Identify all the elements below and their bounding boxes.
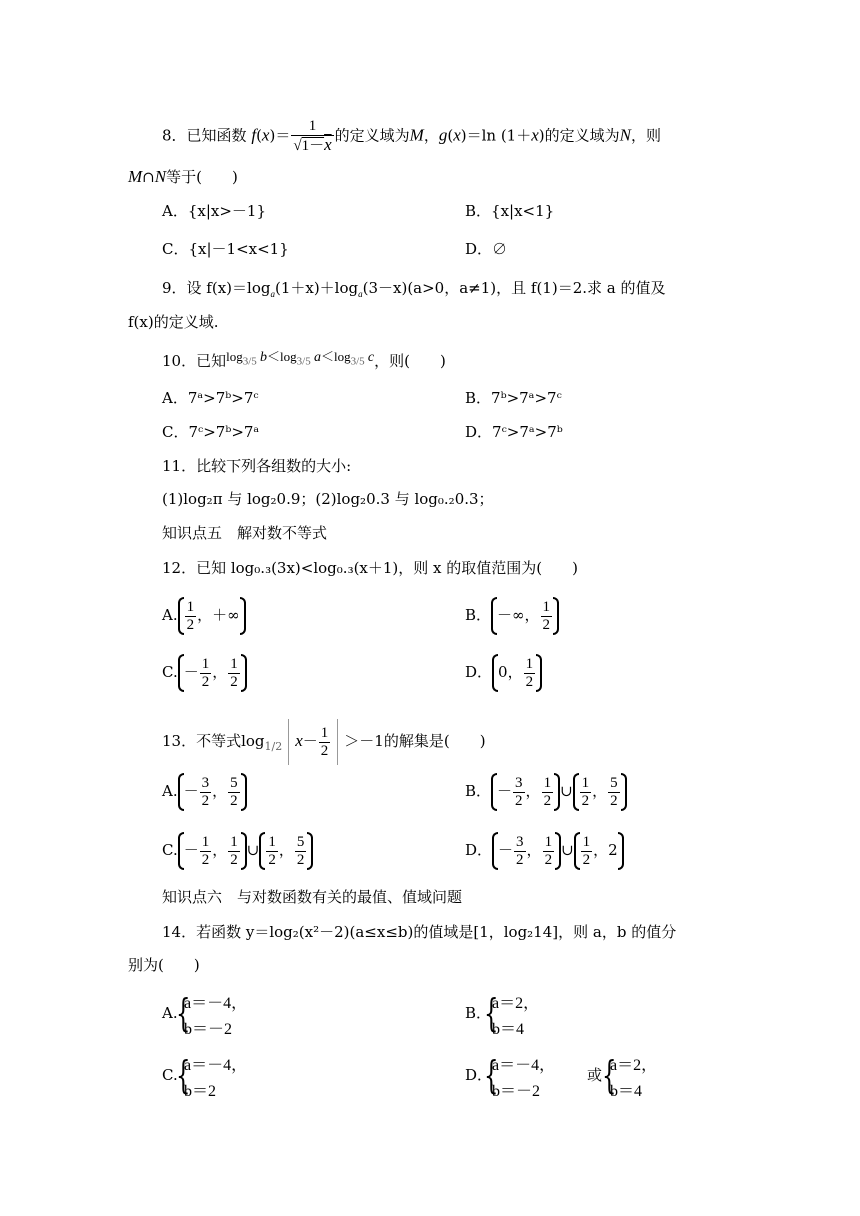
q11-line2: (1)log₂π 与 log₂0.9；(2)log₂0.3 与 log₀.₂0.3；: [162, 490, 494, 508]
q14-line1: 14．若函数 y＝log₂(x²－2)(a≤x≤b)的值域是[1，log₂14]，则 a，b 的值分: [162, 923, 677, 941]
option-label: C.: [162, 663, 178, 681]
q10-suffix: ，则( ): [374, 352, 446, 370]
q13-option-d: D． － $\frac{3}{2}$ ， $\frac{1}{2}$ ∪ $\frac{1}{2}$ ，2: [465, 828, 624, 872]
q13-prefix: 13．不等式log: [162, 732, 265, 750]
system-row: a＝2，: [492, 995, 540, 1012]
q14-label-b: B．: [465, 1004, 492, 1022]
q13-line1: 13．不等式$\log_{1/2} x-$ $\frac{1}{2}$ ＞－1的解集是( ): [162, 717, 486, 765]
q14-label-d: D．: [465, 1066, 493, 1084]
q14-label-a: A.: [162, 1004, 178, 1022]
q8-end: ，则: [630, 126, 661, 145]
q10-line1: 10．已知$\log_{3/5} b<\log_{3/5}$ $a<\log_{3/5}$ c，则( ): [162, 349, 446, 370]
q11-line1: 11．比较下列各组数的大小:: [162, 457, 352, 475]
q10-option-c: C．7ᶜ>7ᵇ>7ᵃ: [162, 423, 260, 441]
option-label: C.: [162, 841, 178, 859]
q8-option-c: C．{x|－1<x<1}: [162, 240, 289, 258]
q12-option-d: D． 0， $\frac{1}{2}$: [465, 652, 542, 692]
option-label: A.: [162, 606, 178, 624]
q9-line1: 9．设 $f(x)=\log_a(1+x)+\log_a(3-x)(a>0$，a≠1)，且 f(1)＝2.求 a 的值及: [162, 279, 666, 299]
q9-part1: 9．设 f(x)＝log: [162, 279, 271, 297]
q8-option-b: B．{x|x<1}: [465, 202, 555, 220]
q8-line1: 8．已知函数 f(x)＝ $\frac{1}{√1-x}$ 的定义域为M，g(x)＝ln (1＋x)的定义域为N，则: [162, 118, 661, 154]
q9-line2: f(x)的定义域.: [128, 313, 219, 331]
q9-part3: (3－x)(a>0，a≠1)，且 f(1)＝2.求 a 的值及: [362, 279, 666, 297]
section-heading-6: 知识点六 与对数函数有关的最值、值域问题: [162, 888, 463, 906]
system-row: b＝4: [492, 1021, 525, 1038]
q10-prefix: 10．已知: [162, 352, 227, 370]
q14-label-c: C.: [162, 1066, 178, 1084]
q13-option-b: B． － $\frac{3}{2}$ ， $\frac{1}{2}$ ∪ $\frac{1}{2}$ ， $\frac{5}{2}$: [465, 769, 627, 813]
q12-option-a: A. $\frac{1}{2}$ ，＋∞: [162, 595, 246, 635]
q14-line2: 别为( ): [128, 956, 200, 974]
option-label: D．: [465, 663, 493, 681]
q13-option-a: A. － $\frac{3}{2}$ ， $\frac{5}{2}$: [162, 769, 247, 813]
system-row: b＝－2: [184, 1021, 233, 1038]
q8-fraction: $\frac{1}{√1-x}$: [293, 118, 332, 154]
q8-mid: 的定义域为: [334, 126, 410, 145]
q8-option-d: D．∅: [465, 240, 508, 258]
q10-option-d: D．7ᶜ>7ᵃ>7ᵇ: [465, 423, 563, 441]
q10-option-b: B．7ᵇ>7ᵃ>7ᶜ: [465, 389, 562, 407]
q13-option-c: C. － $\frac{1}{2}$ ， $\frac{1}{2}$ ∪ $\frac{1}{2}$ ， $\frac{5}{2}$: [162, 828, 313, 872]
system-row: a＝－4，: [492, 1057, 556, 1074]
system-row: a＝－4，: [184, 995, 248, 1012]
system-row: b＝2: [184, 1083, 217, 1100]
q10-option-a: A．7ᵃ>7ᵇ>7ᶜ: [162, 389, 259, 407]
section-heading-5: 知识点五 解对数不等式: [162, 524, 328, 542]
worksheet-page: 8．已知函数 f(x)＝ $\frac{1}{√1-x}$ 的定义域为M，g(x)＝ln (1＋x)的定义域为N，则 M∩N等于( ) A．{x|x>－1} B．{x|x<1} C．{x|－1<x<1} D．∅ 9．设 $f(x)=\log_a(1+x)+\log_a(3-x)(a>0$，a≠1)，且 f(1)＝2.求 a 的值及 f(x)的定义域. 10．已知$\log_{3/5} b<\log_{3/5}$ $a<\log_{3/5}$ c，则( ) A．7ᵃ>7ᵇ>7ᶜ B．7ᵇ>7ᵃ>7ᶜ C．7ᶜ>7ᵇ>7ᵃ D．7ᶜ>7ᵃ>7ᵇ 11．比较下列各组数的大小: (1)log₂π 与 log₂0.9；(2)log₂0.3 与 log₀.₂0.3； 知识点五 解对数不等式 12．已知 log₀.₃(3x)<log₀.₃(x＋1)，则 x 的取值范围为( ) A. $\frac{1}{2}$ ，＋∞ B． －∞， $\frac{1}{2}$ C. － $\frac{1}{2}$ ， $\frac{1}{2}$ D． 0， $\frac{1}{2}$ 13．不等式$\log_{1/2} x-$ $\frac{1}{2}$ ＞－1的解集是( ) A. － $\frac{3}{2}$ ， $\frac{5}{2}$ B． － $\frac{3}{2}$ ， $\frac{1}{2}$ ∪ $\frac{1}{2}$ ， $\frac{5}{2}$ C. － $\frac{1}{2}$ ， $\frac{1}{2}$ ∪ $\frac{1}{2}$ ， $\frac{5}{2}$ D． － $\frac{3}{2}$ ， $\frac{1}{2}$ ∪ $\frac{1}{2}$ ，2 知识点六 与对数函数有关的最值、值域问题 14．若函数 y＝log₂(x²－2)(a≤x≤b)的值域是[1，log₂14]，则 a，b 的值分 别为( ) A. { a＝－4， b＝－2 B． { a＝2， b＝4 C. { a＝－4， b＝2 D． { a＝－4， b＝－2 或 { a＝2， b＝4: [128, 118, 677, 1100]
q8-mid2: 的定义域为: [544, 126, 620, 145]
option-label: B．: [465, 606, 492, 624]
system-row: a＝2，: [610, 1057, 658, 1074]
q8-line2-text: 等于( ): [166, 168, 238, 186]
option-label: B．: [465, 782, 492, 800]
q9-part2: (1＋x)＋log: [274, 279, 359, 297]
q13-suffix: ＞－1的解集是( ): [344, 732, 486, 750]
option-label: D．: [465, 841, 493, 859]
option-label: A.: [162, 782, 178, 800]
q12-line1: 12．已知 log₀.₃(3x)<log₀.₃(x＋1)，则 x 的取值范围为( ): [162, 559, 578, 577]
q8-prefix: 8．已知函数: [162, 126, 247, 145]
q8-option-a: A．{x|x>－1}: [162, 202, 267, 220]
system-row: a＝－4，: [184, 1057, 248, 1074]
system-row: b＝4: [610, 1083, 643, 1100]
system-row: b＝－2: [492, 1083, 541, 1100]
q12-option-b: B． －∞， $\frac{1}{2}$: [465, 595, 559, 635]
q14-or-text: 或: [587, 1066, 603, 1084]
q8-line2: M∩N等于( ): [128, 167, 238, 186]
q12-option-c: C. － $\frac{1}{2}$ ， $\frac{1}{2}$: [162, 652, 247, 692]
